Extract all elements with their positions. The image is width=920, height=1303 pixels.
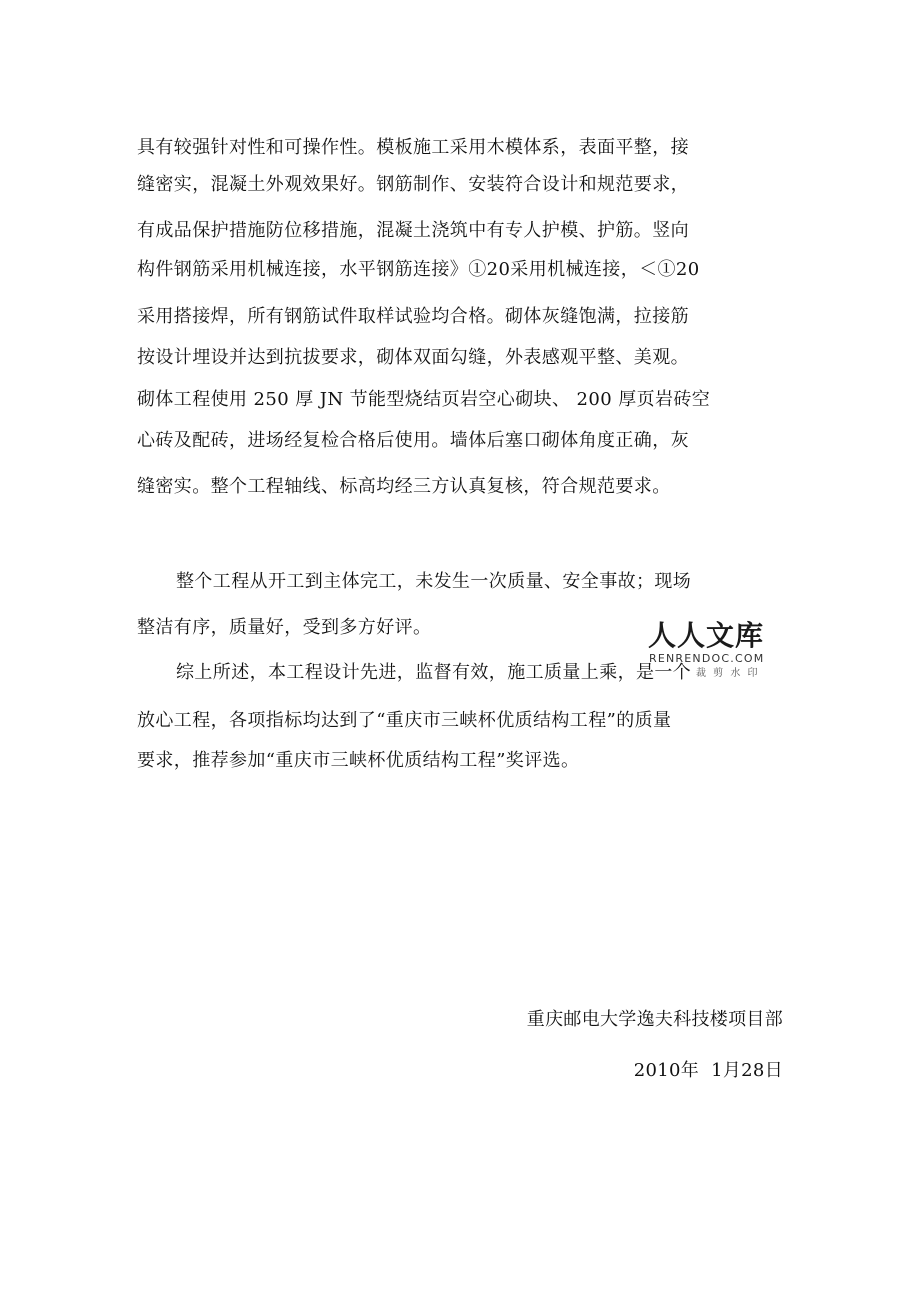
watermark-title: 人人文库	[648, 619, 765, 652]
body-line-1: 具有较强针对性和可操作性。模板施工采用木模体系，表面平整，接	[137, 137, 689, 158]
paragraph3-line-2: 放心工程，各项指标均达到了“重庆市三峡杯优质结构工程”的质量	[137, 710, 672, 731]
paragraph2-line-2: 整洁有序，质量好，受到多方好评。	[137, 617, 432, 638]
signature-organization: 重庆邮电大学逸夫科技楼项目部	[526, 1009, 783, 1030]
body-line-6: 按设计埋设并达到抗拔要求，砌体双面勾缝，外表感观平整、美观。	[137, 347, 689, 368]
body-line-3: 有成品保护措施防位移措施，混凝土浇筑中有专人护模、护筋。竖向	[137, 220, 689, 241]
body-line-8: 心砖及配砖，进场经复检合格后使用。墙体后塞口砌体角度正确，灰	[137, 430, 689, 451]
body-line-2: 缝密实，混凝土外观效果好。钢筋制作、安装符合设计和规范要求，	[137, 174, 689, 195]
body-line-9: 缝密实。整个工程轴线、标高均经三方认真复核，符合规范要求。	[137, 476, 671, 497]
watermark-tag: 裁 剪 水 印	[696, 668, 760, 679]
paragraph2-line-1: 整个工程从开工到主体完工，未发生一次质量、安全事故；现场	[176, 571, 692, 592]
body-line-5: 采用搭接焊，所有钢筋试件取样试验均合格。砌体灰缝饱满，拉接筋	[137, 306, 689, 327]
watermark-url: RENRENDOC.COM	[649, 652, 765, 665]
body-line-4: 构件钢筋采用机械连接，水平钢筋连接》①20采用机械连接，＜①20	[137, 259, 700, 280]
paragraph3-line-1: 综上所述，本工程设计先进，监督有效，施工质量上乘，是一个	[176, 662, 692, 683]
paragraph3-line-3: 要求，推荐参加“重庆市三峡杯优质结构工程”奖评选。	[137, 750, 580, 771]
body-line-7: 砌体工程使用 250 厚 JN 节能型烧结页岩空心砌块、 200 厚页岩砖空	[137, 389, 711, 410]
signature-date: 2010年 1月28日	[633, 1060, 783, 1081]
